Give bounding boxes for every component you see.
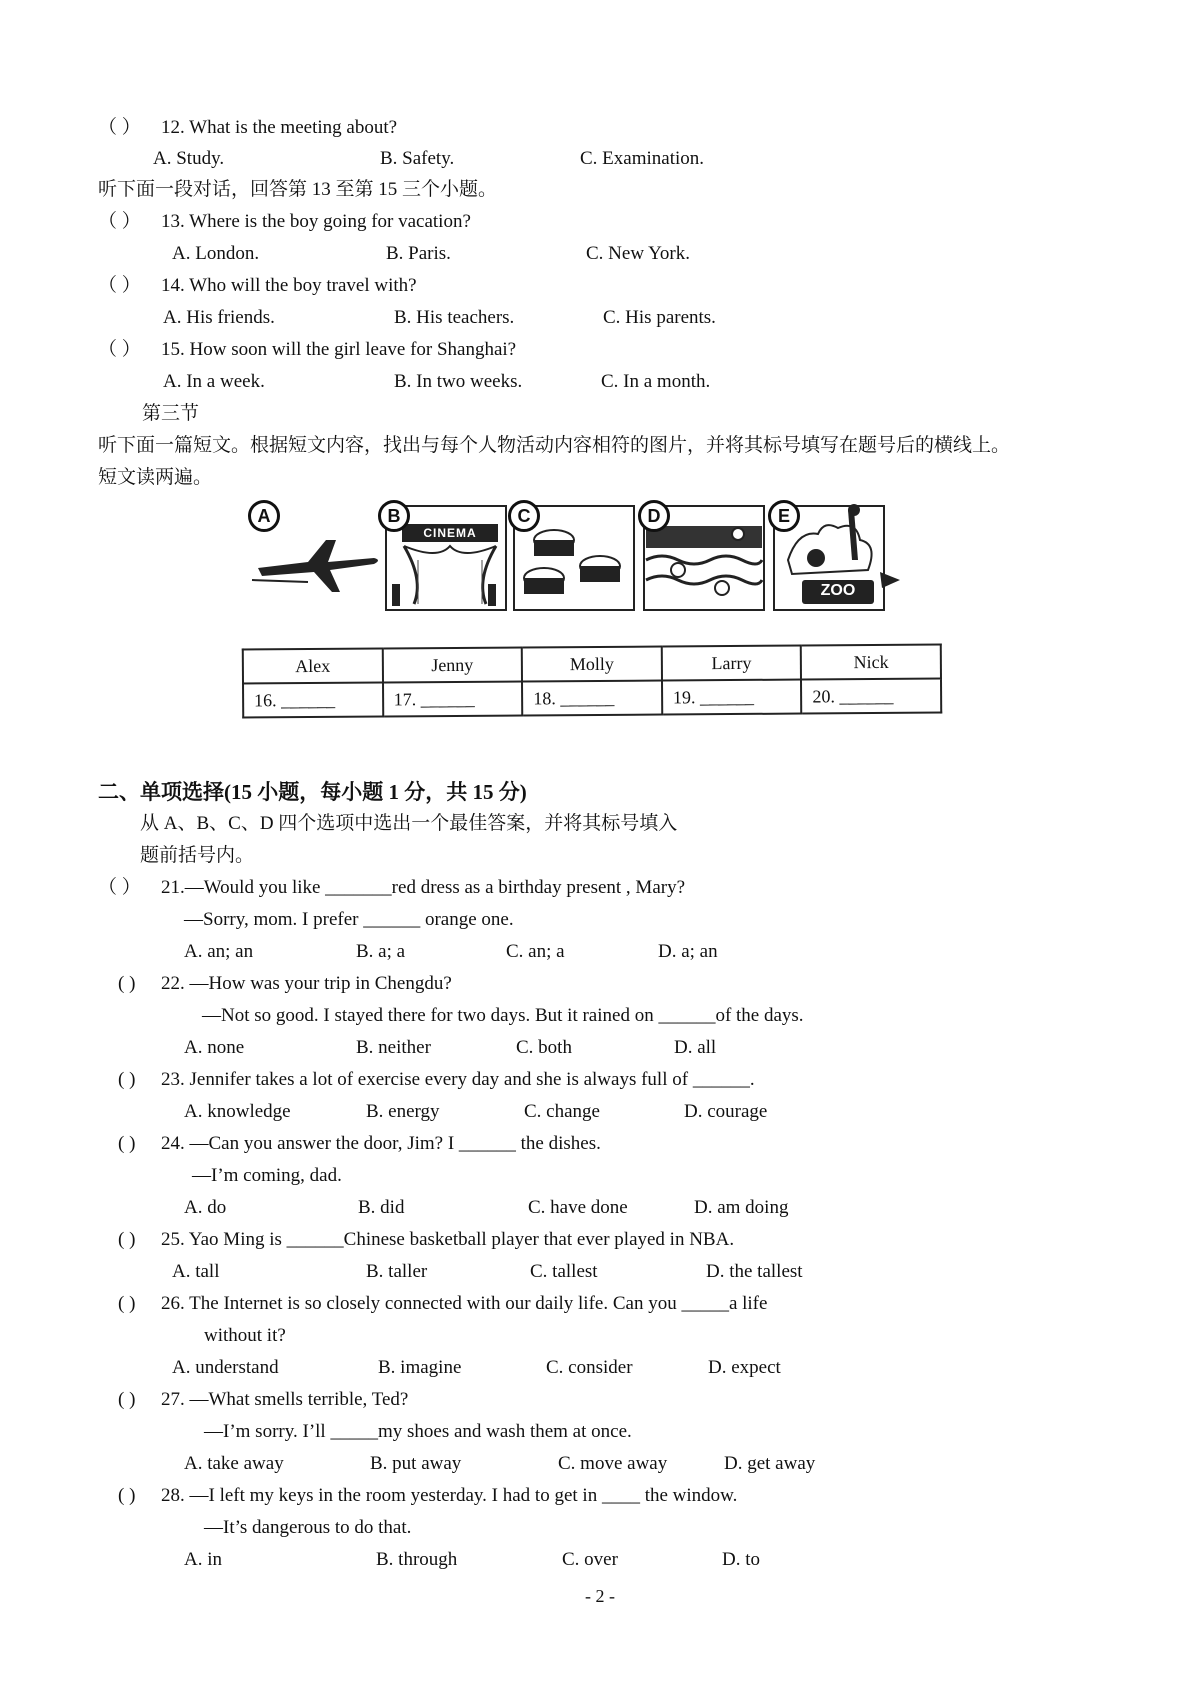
answer-blank[interactable]: 17. ______ <box>383 681 523 716</box>
page-number: - 2 - <box>585 1586 615 1606</box>
option-b: B. did <box>358 1197 405 1218</box>
question-27-reply: —I’m sorry. I’ll _____my shoes and wash them at once. <box>204 1421 632 1442</box>
name-cell: Alex <box>243 648 383 683</box>
option-b: B. put away <box>370 1453 462 1474</box>
answer-paren: （ ） <box>98 211 141 232</box>
section-instruction: 听下面一篇短文。根据短文内容，找出与每个人物活动内容相符的图片，并将其标号填写在题号后的横线上。 <box>98 435 1011 456</box>
answer-paren: ( ) <box>118 1069 136 1090</box>
section-title: 第三节 <box>142 403 200 424</box>
option-b: B. a; a <box>356 941 406 962</box>
table-row <box>243 645 941 684</box>
option-b: B. energy <box>366 1101 440 1122</box>
option-b: B. Safety. <box>380 148 455 169</box>
option-c: C. change <box>524 1101 600 1122</box>
answer-paren: ( ) <box>118 1389 136 1410</box>
answer-paren: ( ) <box>118 973 136 994</box>
picture-b <box>378 500 506 618</box>
answer-paren: （ ） <box>98 339 141 360</box>
option-a: A. London. <box>172 243 260 264</box>
question-13: 13. Where is the boy going for vacation? <box>161 211 471 232</box>
option-a: A. knowledge <box>184 1101 291 1122</box>
option-b: B. imagine <box>378 1357 462 1378</box>
picture-letter: C <box>508 500 540 532</box>
answer-paren: （ ） <box>98 117 141 138</box>
option-a: A. none <box>184 1037 245 1058</box>
option-d: D. am doing <box>694 1197 789 1218</box>
option-b: B. neither <box>356 1037 431 1058</box>
option-a: A. understand <box>172 1357 279 1378</box>
option-a: A. tall <box>172 1261 220 1282</box>
name-cell: Nick <box>801 645 941 680</box>
picture-c <box>508 500 636 618</box>
picture-row <box>248 500 948 620</box>
section-instruction-cont: 短文读两遍。 <box>98 467 213 488</box>
answer-blank[interactable]: 18. ______ <box>522 681 662 716</box>
table-row <box>243 679 941 718</box>
answer-paren: ( ) <box>118 1133 136 1154</box>
zoo-sign: ZOO <box>820 582 856 599</box>
option-b: B. In two weeks. <box>394 371 523 392</box>
question-22-reply: —Not so good. I stayed there for two days. But it rained on ______of the days. <box>202 1005 804 1026</box>
answer-paren: ( ) <box>118 1293 136 1314</box>
option-b: B. His teachers. <box>394 307 515 328</box>
option-a: A. do <box>184 1197 227 1218</box>
answer-paren: （ ） <box>98 275 141 296</box>
picture-letter: D <box>638 500 670 532</box>
option-a: A. in <box>184 1549 222 1570</box>
question-15: 15. How soon will the girl leave for Shanghai? <box>161 339 517 360</box>
option-c: C. In a month. <box>601 371 711 392</box>
option-b: B. taller <box>366 1261 428 1282</box>
answer-paren: （ ） <box>98 877 141 898</box>
cinema-sign: CINEMA <box>423 526 477 540</box>
option-d: D. expect <box>708 1357 781 1378</box>
question-12: 12. What is the meeting about? <box>161 117 398 138</box>
question-24-reply: —I’m coming, dad. <box>192 1165 342 1186</box>
question-21-reply: —Sorry, mom. I prefer ______ orange one. <box>184 909 514 930</box>
option-c: C. New York. <box>586 243 690 264</box>
option-c: C. have done <box>528 1197 628 1218</box>
part-instruction: 从 A、B、C、D 四个选项中选出一个最佳答案，并将其标号填入 <box>140 813 678 834</box>
name-cell: Jenny <box>382 647 522 682</box>
name-answer-table <box>242 644 942 719</box>
option-c: C. tallest <box>530 1261 598 1282</box>
option-c: C. Examination. <box>580 148 705 169</box>
option-d: D. courage <box>684 1101 768 1122</box>
picture-a <box>248 500 376 618</box>
option-b: B. through <box>376 1549 458 1570</box>
answer-paren: ( ) <box>118 1229 136 1250</box>
option-a: A. Study. <box>153 148 225 169</box>
option-a: A. take away <box>184 1453 284 1474</box>
question-25: 25. Yao Ming is ______Chinese basketball player that ever played in NBA. <box>161 1229 735 1250</box>
question-26: 26. The Internet is so closely connected with our daily life. Can you _____a life <box>161 1293 768 1314</box>
answer-blank[interactable]: 19. ______ <box>662 680 802 715</box>
question-22: 22. —How was your trip in Chengdu? <box>161 973 452 994</box>
option-c: C. an; a <box>506 941 565 962</box>
instruction-13-15: 听下面一段对话，回答第 13 至第 15 三个小题。 <box>98 179 498 200</box>
option-d: D. get away <box>724 1453 816 1474</box>
picture-d <box>638 500 766 618</box>
option-d: D. a; an <box>658 941 718 962</box>
option-c: C. consider <box>546 1357 633 1378</box>
question-27: 27. —What smells terrible, Ted? <box>161 1389 409 1410</box>
question-28-reply: —It’s dangerous to do that. <box>204 1517 412 1538</box>
picture-letter: B <box>378 500 410 532</box>
question-28: 28. —I left my keys in the room yesterday. I had to get in ____ the window. <box>161 1485 738 1506</box>
option-d: D. all <box>674 1037 717 1058</box>
answer-blank[interactable]: 16. ______ <box>243 682 383 717</box>
picture-e <box>768 500 896 618</box>
picture-letter: E <box>768 500 800 532</box>
option-d: D. to <box>722 1549 760 1570</box>
question-26-cont: without it? <box>204 1325 286 1346</box>
answer-paren: ( ) <box>118 1485 136 1506</box>
question-21: 21.—Would you like _______red dress as a birthday present , Mary? <box>161 877 686 898</box>
option-c: C. over <box>562 1549 618 1570</box>
option-c: C. His parents. <box>603 307 716 328</box>
part-instruction-cont: 题前括号内。 <box>140 845 255 866</box>
name-cell: Molly <box>522 647 662 682</box>
option-d: D. the tallest <box>706 1261 803 1282</box>
question-24: 24. —Can you answer the door, Jim? I ______ the dishes. <box>161 1133 601 1154</box>
question-14: 14. Who will the boy travel with? <box>161 275 417 296</box>
option-c: C. both <box>516 1037 572 1058</box>
answer-blank[interactable]: 20. ______ <box>801 679 941 714</box>
name-cell: Larry <box>662 646 802 681</box>
option-a: A. In a week. <box>163 371 265 392</box>
question-23: 23. Jennifer takes a lot of exercise every day and she is always full of ______. <box>161 1069 755 1090</box>
option-a: A. an; an <box>184 941 254 962</box>
part-heading: 二、单项选择(15 小题，每小题 1 分，共 15 分) <box>98 780 527 804</box>
picture-letter: A <box>248 500 280 532</box>
option-b: B. Paris. <box>386 243 451 264</box>
option-c: C. move away <box>558 1453 668 1474</box>
option-a: A. His friends. <box>163 307 275 328</box>
